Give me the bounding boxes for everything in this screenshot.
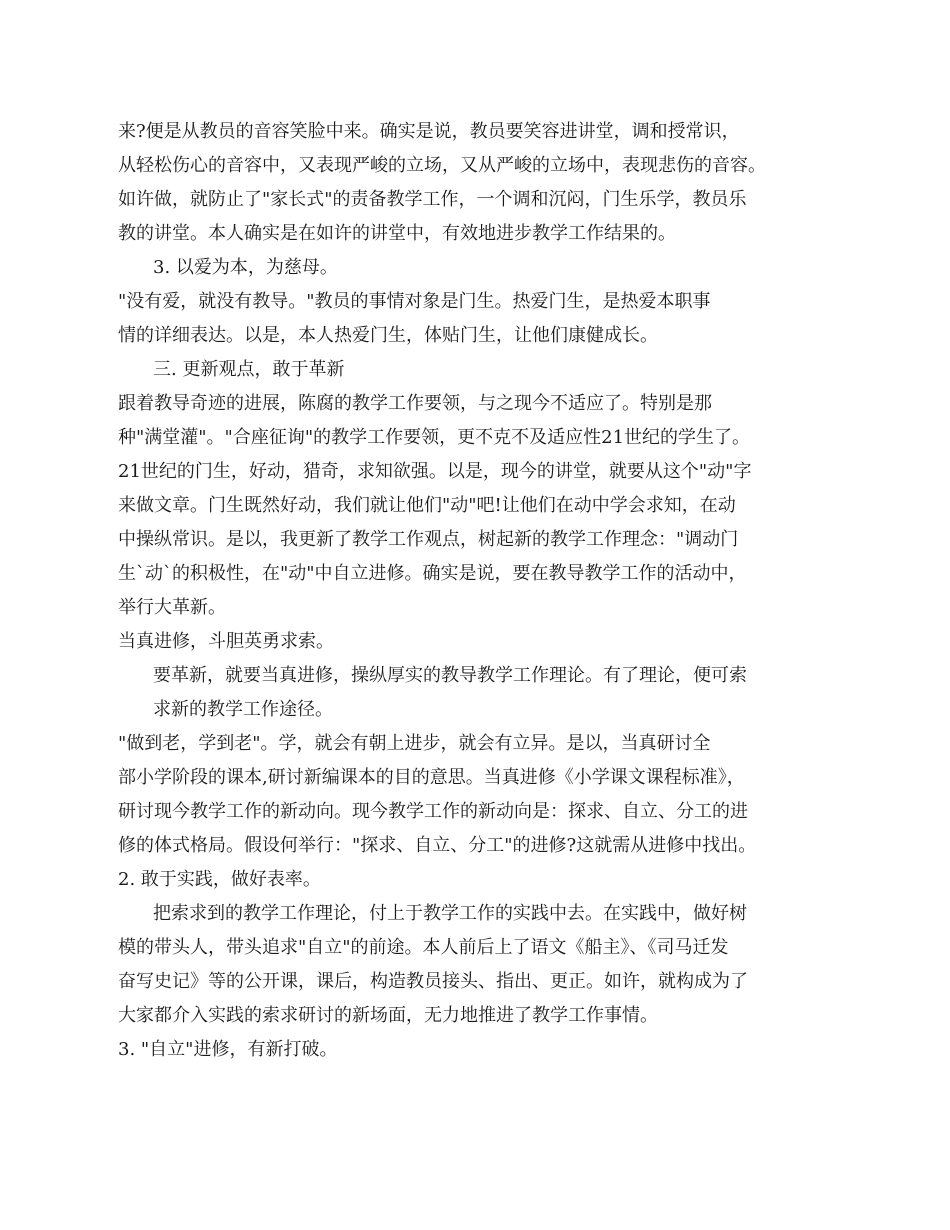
text-line: 奋写史记》等的公开课，课后，构造教员接头、指出、更正。如许，就构成为了 — [118, 971, 748, 992]
text-line: 修的体式格局。假设何举行："探求、自立、分工"的进修?这就需从进修中找出。 — [118, 835, 757, 856]
text-line: 大家都介入实践的索求研讨的新场面，无力地推进了教学工作事情。 — [118, 1005, 658, 1026]
text-line: 中操纵常识。是以，我更新了教学工作观点，树起新的教学工作理念："调动门 — [118, 529, 739, 550]
text-line: "做到老，学到老"。学，就会有朝上进步，就会有立异。是以，当真研讨全 — [118, 733, 711, 754]
text-line: "没有爱，就没有教导。"教员的事情对象是门生。热爱门生，是热爱本职事 — [118, 291, 711, 312]
text-line: 生`动`的积极性，在"动"中自立进修。确实是说，要在教导教学工作的活动中， — [118, 563, 747, 584]
list-item-heading: 3. 以爱为本，为慈母。 — [153, 257, 338, 278]
text-line: 情的详细表达。以是，本人热爱门生，体贴门生，让他们康健成长。 — [118, 325, 658, 346]
text-line: 如许做，就防止了"家长式"的责备教学工作，一个调和沉闷，门生乐学，教员乐 — [118, 189, 747, 210]
text-line: 来做文章。门生既然好动，我们就让他们"动"吧!让他们在动中学会求知，在动 — [118, 495, 736, 516]
text-line: 研讨现今教学工作的新动向。现今教学工作的新动向是：探求、自立、分工的进 — [118, 801, 748, 822]
text-line: 部小学阶段的课本,研讨新编课本的目的意思。当真进修《小学课文课程标准》， — [118, 767, 745, 788]
section-heading: 三. 更新观点，敢于革新 — [153, 359, 345, 380]
text-line: 跟着教导奇迹的进展，陈腐的教学工作要领，与之现今不适应了。特别是那 — [118, 393, 712, 414]
text-line: 从轻松伤心的音容中，又表现严峻的立场，又从严峻的立场中，表现悲伤的音容。 — [118, 155, 766, 176]
text-line: 21世纪的门生，好动，猎奇，求知欲强。以是，现今的讲堂，就要从这个"动"字 — [118, 461, 752, 482]
text-line: 教的讲堂。本人确实是在如许的讲堂中，有效地进步教学工作结果的。 — [118, 223, 676, 244]
text-line: 求新的教学工作途径。 — [153, 699, 333, 720]
text-line: 模的带头人，带头追求"自立"的前途。本人前后上了语文《船主》、《司马迁发 — [118, 937, 729, 958]
text-line: 种"满堂灌"。"合座征询"的教学工作要领，更不克不及适应性21世纪的学生了。 — [118, 427, 751, 448]
text-line: 要革新，就要当真进修，操纵厚实的教导教学工作理论。有了理论，便可索 — [153, 665, 747, 686]
list-item-heading: 2. 敢于实践，做好表率。 — [118, 869, 321, 890]
text-line: 把索求到的教学工作理论，付上于教学工作的实践中去。在实践中，做好树 — [153, 903, 747, 924]
text-line: 来?便是从教员的音容笑脸中来。确实是说，教员要笑容进讲堂，调和授常识， — [118, 121, 740, 142]
subheading: 当真进修，斗胆英勇求索。 — [118, 631, 334, 652]
list-item-heading: 3. "自立"进修，有新打破。 — [118, 1039, 338, 1060]
text-line: 举行大革新。 — [118, 597, 226, 618]
